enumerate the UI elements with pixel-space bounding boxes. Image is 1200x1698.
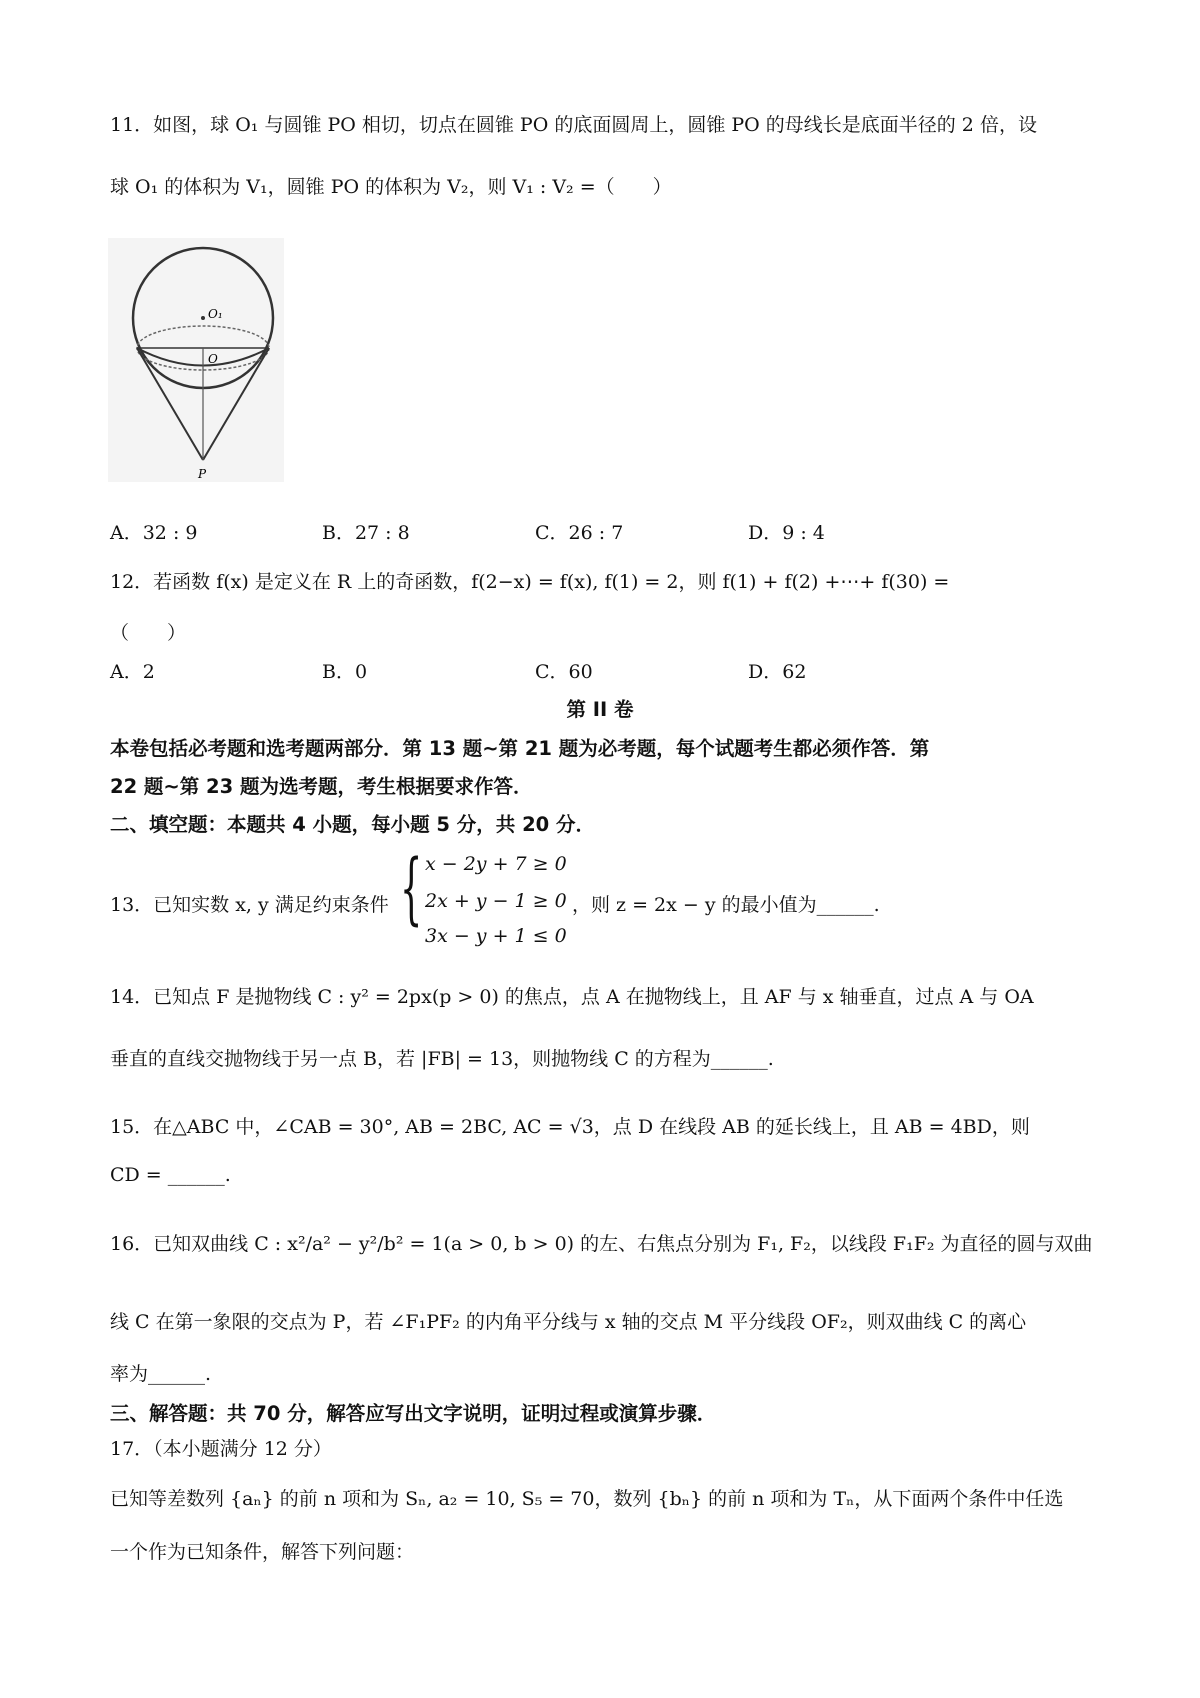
sphere-cone-figure — [108, 238, 284, 482]
constraint: 2x + y − 1 ≥ 0 — [425, 890, 567, 912]
q11-option-a: A．32 : 9 — [110, 522, 198, 544]
part2-title: 第 II 卷 — [566, 698, 634, 721]
q12-option-d: D．62 — [748, 661, 807, 683]
section3-heading: 三、解答题：共 70 分，解答应写出文字说明，证明过程或演算步骤． — [110, 1402, 717, 1425]
q17-title: 17．（本小题满分 12 分） — [110, 1438, 332, 1460]
part2-intro: 本卷包括必考题和选考题两部分．第 13 题~第 21 题为必考题，每个试题考生都必须作答．第 — [110, 737, 930, 760]
q14-text: 垂直的直线交抛物线于另一点 B，若 |FB| = 13，则抛物线 C 的方程为______. — [110, 1048, 774, 1070]
q11-text: 11．如图，球 O₁ 与圆锥 PO 相切，切点在圆锥 PO 的底面圆周上，圆锥 PO 的母线长是底面半径的 2 倍，设 — [110, 114, 1037, 136]
constraint: 3x − y + 1 ≤ 0 — [425, 925, 567, 947]
q12-text: （ ） — [110, 622, 187, 644]
q12-option-b: B．0 — [322, 661, 368, 683]
q12-option-c: C．60 — [535, 661, 593, 683]
q11-option-d: D．9 : 4 — [748, 522, 825, 544]
q12-text: 12．若函数 f(x) 是定义在 R 上的奇函数，f(2−x) = f(x), f(1) = 2，则 f(1) + f(2) +⋯+ f(30) = — [110, 571, 950, 593]
q13-suffix: ，则 z = 2x − y 的最小值为______. — [572, 894, 880, 916]
q15-text: 15．在△ABC 中，∠CAB = 30°, AB = 2BC, AC = √3，点 D 在线段 AB 的延长线上，且 AB = 4BD，则 — [110, 1116, 1030, 1138]
q13-prefix: 13．已知实数 x, y 满足约束条件 — [110, 894, 389, 916]
q16-text: 线 C 在第一象限的交点为 P，若 ∠F₁PF₂ 的内角平分线与 x 轴的交点 M 平分线段 OF₂，则双曲线 C 的离心 — [110, 1311, 1027, 1333]
brace: { — [400, 844, 423, 934]
q14-text: 14．已知点 F 是抛物线 C : y² = 2px(p > 0) 的焦点，点 A 在抛物线上，且 AF 与 x 轴垂直，过点 A 与 OA — [110, 986, 1034, 1008]
q11-option-c: C．26 : 7 — [535, 522, 624, 544]
q11-text: 球 O₁ 的体积为 V₁，圆锥 PO 的体积为 V₂，则 V₁ : V₂ =（ ） — [110, 176, 672, 198]
part2-intro: 22 题~第 23 题为选考题，考生根据要求作答． — [110, 775, 533, 798]
q17-text: 已知等差数列 {aₙ} 的前 n 项和为 Sₙ, a₂ = 10, S₅ = 70，数列 {bₙ} 的前 n 项和为 Tₙ，从下面两个条件中任选 — [110, 1488, 1064, 1510]
q15-text: CD = ______. — [110, 1164, 231, 1186]
q16-text: 16．已知双曲线 C : x²/a² − y²/b² = 1(a > 0, b > 0) 的左、右焦点分别为 F₁, F₂，以线段 F₁F₂ 为直径的圆与双曲 — [110, 1233, 1093, 1255]
section2-heading: 二、填空题：本题共 4 小题，每小题 5 分，共 20 分． — [110, 813, 596, 836]
label-p: P — [198, 467, 207, 481]
q16-text: 率为______. — [110, 1363, 212, 1385]
label-o: O — [208, 352, 218, 366]
q11-option-b: B．27 : 8 — [322, 522, 410, 544]
constraint: x − 2y + 7 ≥ 0 — [425, 853, 567, 875]
q17-text: 一个作为已知条件，解答下列问题： — [110, 1541, 415, 1563]
q12-option-a: A．2 — [110, 661, 155, 683]
label-o1: O₁ — [208, 307, 223, 321]
